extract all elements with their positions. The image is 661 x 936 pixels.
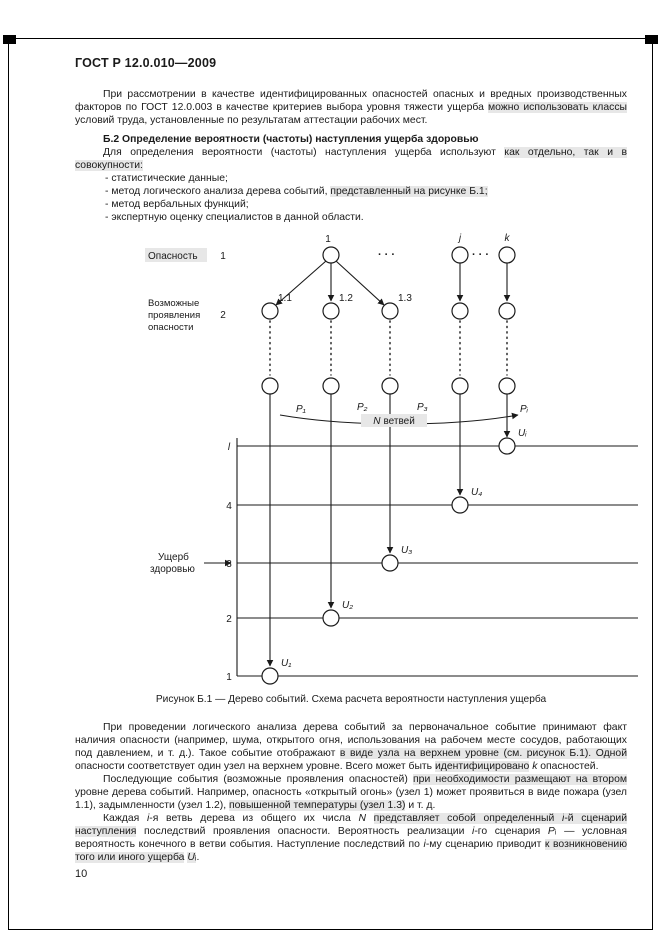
node-j-child bbox=[452, 303, 468, 319]
level-l: l bbox=[227, 442, 231, 453]
manifest-row-label: Возможные bbox=[148, 298, 200, 309]
label-node-1-2: 1.2 bbox=[339, 293, 353, 304]
node-branch-end-3 bbox=[382, 378, 398, 394]
label-p1: P₁ bbox=[296, 404, 306, 415]
scenario-lines bbox=[270, 394, 507, 666]
doc-header: ГОСТ Р 12.0.010—2009 bbox=[75, 56, 217, 70]
node-damage-ui bbox=[499, 438, 515, 454]
scan-mark-top-left bbox=[3, 35, 16, 44]
node-branch-end-4 bbox=[452, 378, 468, 394]
list-item: - метод логического анализа дерева событий, представленный на рисунке Б.1; bbox=[105, 186, 488, 197]
node-1-3 bbox=[382, 303, 398, 319]
node-damage-u2 bbox=[323, 610, 339, 626]
node-labels bbox=[226, 233, 528, 683]
label-node-1: 1 bbox=[325, 234, 331, 245]
label-u2: U₂ bbox=[342, 600, 354, 611]
hazard-row-label: Опасность bbox=[148, 251, 198, 262]
label-u4: U₄ bbox=[471, 487, 483, 498]
section-heading-b2: Б.2 Определение вероятности (частоты) наступления ущерба здоровью bbox=[103, 134, 479, 145]
label-node-j: j bbox=[458, 233, 462, 244]
svg-text:здоровью: здоровью bbox=[150, 564, 195, 575]
svg-text:проявления: проявления bbox=[148, 310, 201, 321]
node-damage-u1 bbox=[262, 668, 278, 684]
node-branch-end-1 bbox=[262, 378, 278, 394]
label-node-1-3: 1.3 bbox=[398, 293, 412, 304]
node-hazard-j bbox=[452, 247, 468, 263]
level-3: 3 bbox=[226, 559, 232, 570]
ellipsis: ··· bbox=[472, 249, 492, 261]
list-item: - экспертную оценку специалистов в данной области. bbox=[105, 212, 364, 223]
label-pi: Pᵢ bbox=[520, 404, 528, 415]
figure-caption: Рисунок Б.1 — Дерево событий. Схема расчета вероятности наступления ущерба bbox=[155, 694, 547, 705]
text-column bbox=[75, 88, 627, 864]
paragraph-intro: При рассмотрении в качестве идентифицированных опасностей опасных и вредных производственных факторов по ГОСТ 12.0.003 в качестве критериев выбора уровня тяжести ущерба можно использовать классы условий труда, установленные по результатам аттестации рабочих мест. bbox=[75, 89, 627, 126]
node-hazard-1 bbox=[323, 247, 339, 263]
event-tree-diagram bbox=[130, 226, 645, 691]
label-node-1-1: 1.1 bbox=[278, 293, 292, 304]
damage-label: Ущерб bbox=[158, 552, 189, 563]
list-item: - метод вербальных функций; bbox=[105, 199, 249, 210]
level-1: 1 bbox=[226, 672, 232, 683]
n-branches-label: N ветвей bbox=[373, 416, 415, 427]
node-1-2 bbox=[323, 303, 339, 319]
methods-list bbox=[75, 172, 627, 224]
manifest-row-level: 2 bbox=[220, 310, 226, 321]
figure-b1 bbox=[75, 226, 627, 686]
label-ui: Uᵢ bbox=[518, 428, 527, 439]
label-u1: U₁ bbox=[281, 658, 292, 669]
row-labels bbox=[145, 248, 231, 575]
damage-level-axis bbox=[237, 438, 638, 676]
level-4: 4 bbox=[226, 501, 232, 512]
label-node-k: k bbox=[504, 233, 510, 244]
level-2: 2 bbox=[226, 614, 232, 625]
paragraph-subsequent: Последующие события (возможные проявления опасностей) при необходимости размещают на втором уровне дерева событий. Например, опасность «открытый огонь» (узел 1) может проявиться в виде пожара (узел 1.1), задымленности (узел 1.2), повышенной температуры (узел 1.3) и т. д. bbox=[75, 774, 627, 811]
label-u3: U₃ bbox=[401, 545, 413, 556]
paragraph-analysis: При проведении логического анализа дерева событий за первоначальное событие принимают факт наличия опасности (например, шума, открытого огня, использования на рабочем месте сосудов, работающих под давлением, и т. д.). Такое событие отображают в виде узла на верхнем уровне (см. рисунок Б.1). Одной опасности соответствует один узел на верхнем уровне. Всего может быть идентифицировано k опасностей. bbox=[75, 722, 627, 772]
svg-text:опасности: опасности bbox=[148, 322, 194, 333]
paragraph-branches: Каждая i-я ветвь дерева из общего их числа N представляет собой определенный -й сценарий наступления последствий проявления опасности. Вероятность реализации i-го сценария Pᵢ — условная вероятность конечного в ветви события. Наступление последствий по i-му сценарию приводит к возникновению того или иного ущерба Uᵢ. bbox=[75, 813, 628, 863]
node-damage-u4 bbox=[452, 497, 468, 513]
label-p2: P₂ bbox=[357, 402, 368, 413]
scan-mark-top-right bbox=[645, 35, 658, 44]
node-hazard-k bbox=[499, 247, 515, 263]
paragraph-methods: Для определения вероятности (частоты) наступления ущерба используют как отдельно, так и в совокупности: bbox=[75, 147, 627, 171]
n-branches-brace bbox=[280, 414, 518, 427]
label-p3: P₃ bbox=[417, 402, 428, 413]
page-number: 10 bbox=[75, 868, 88, 880]
ellipsis: ··· bbox=[378, 249, 398, 261]
top-branch-arrows bbox=[276, 261, 507, 305]
node-1-1 bbox=[262, 303, 278, 319]
node-k-child bbox=[499, 303, 515, 319]
list-item: - статистические данные; bbox=[105, 173, 228, 184]
node-branch-end-2 bbox=[323, 378, 339, 394]
dotted-branch-lines bbox=[270, 321, 507, 375]
node-damage-u3 bbox=[382, 555, 398, 571]
node-branch-end-i bbox=[499, 378, 515, 394]
hazard-row-level: 1 bbox=[220, 251, 226, 262]
